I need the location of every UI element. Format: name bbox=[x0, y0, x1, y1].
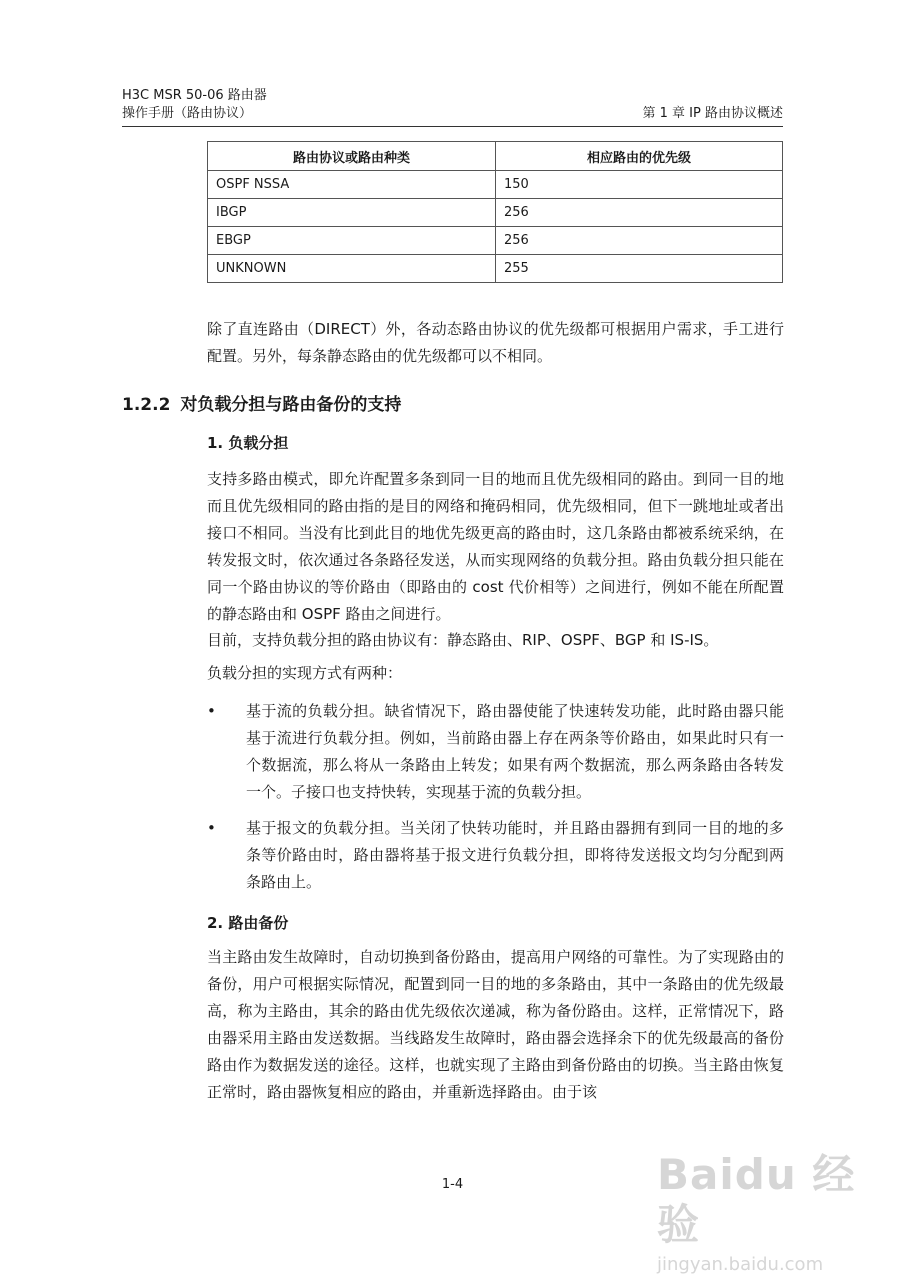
manual-name: 操作手册（路由协议） bbox=[122, 106, 253, 121]
page-number: 1-4 bbox=[441, 1177, 464, 1192]
table-cell: 256 bbox=[496, 227, 783, 255]
list-item-text: 基于流的负载分担。缺省情况下，路由器使能了快速转发功能，此时路由器只能基于流进行负载分担。例如，当前路由器上存在两条等价路由，如果此时只有一个数据流，那么将从一条路由上转发；如果有两个数据流，那么两条路由各转发一个。子接口也支持快转，实现基于流的负载分担。 bbox=[246, 702, 784, 801]
document-header-left bbox=[122, 87, 267, 123]
section-number: 1.2.2 bbox=[122, 395, 171, 415]
bullet-icon: • bbox=[207, 702, 216, 720]
table-cell: 150 bbox=[496, 171, 783, 199]
watermark-logo: Baidu 经验 bbox=[657, 1150, 856, 1249]
bullet-icon: • bbox=[207, 819, 216, 837]
table-cell: 255 bbox=[496, 255, 783, 283]
list-item bbox=[207, 815, 784, 896]
watermark-url: jingyan.baidu.com bbox=[657, 1254, 824, 1275]
header-divider bbox=[122, 126, 783, 127]
table-row bbox=[208, 199, 783, 227]
table-cell: IBGP bbox=[208, 199, 496, 227]
baidu-watermark bbox=[657, 1150, 857, 1275]
protocols-paragraph: 目前，支持负载分担的路由协议有：静态路由、RIP、OSPF、BGP 和 IS-IS。 bbox=[207, 631, 719, 649]
chapter-title: 第 1 章 IP 路由协议概述 bbox=[642, 106, 783, 121]
table-header-cell: 相应路由的优先级 bbox=[496, 142, 783, 171]
priority-table bbox=[207, 141, 783, 283]
table-row bbox=[208, 171, 783, 199]
table-header-row bbox=[208, 142, 783, 171]
backup-heading: 2. 路由备份 bbox=[207, 914, 289, 932]
section-heading bbox=[122, 391, 401, 419]
list-item bbox=[207, 698, 784, 806]
intro-paragraph: 除了直连路由（DIRECT）外，各动态路由协议的优先级都可根据用户需求，手工进行配置。另外，每条静态路由的优先级都可以不相同。 bbox=[207, 320, 784, 365]
load-sharing-heading: 1. 负载分担 bbox=[207, 434, 289, 452]
table-cell: 256 bbox=[496, 199, 783, 227]
table-header-cell: 路由协议或路由种类 bbox=[208, 142, 496, 171]
backup-paragraph: 当主路由发生故障时，自动切换到备份路由，提高用户网络的可靠性。为了实现路由的备份，用户可根据实际情况，配置到同一目的地的多条路由，其中一条路由的优先级最高，称为主路由，其余的路由优先级依次递减，称为备份路由。这样，正常情况下，路由器采用主路由发送数据。当线路发生故障时，路由器会选择余下的优先级最高的备份路由作为数据发送的途径。这样，也就实现了主路由到备份路由的切换。当主路由恢复正常时，路由器恢复相应的路由，并重新选择路由。由于该 bbox=[207, 948, 784, 1101]
table-row bbox=[208, 255, 783, 283]
load-sharing-paragraph: 支持多路由模式，即允许配置多条到同一目的地而且优先级相同的路由。到同一目的地而且优先级相同的路由指的是目的网络和掩码相同，优先级相同，但下一跳地址或者出接口不相同。当没有比到此目的地优先级更高的路由时，这几条路由都被系统采纳，在转发报文时，依次通过各条路径发送，从而实现网络的负载分担。路由负载分担只能在同一个路由协议的等价路由（即路由的 cost 代价相等）之间进行，例如不能在所配置的静态路由和 OSPF 路由之间进行。 bbox=[207, 470, 784, 623]
table-cell: UNKNOWN bbox=[208, 255, 496, 283]
table-row bbox=[208, 227, 783, 255]
section-title: 对负载分担与路由备份的支持 bbox=[180, 395, 402, 415]
table-cell: EBGP bbox=[208, 227, 496, 255]
list-item-text: 基于报文的负载分担。当关闭了快转功能时，并且路由器拥有到同一目的地的多条等价路由时，路由器将基于报文进行负载分担，即将待发送报文均匀分配到两条路由上。 bbox=[246, 819, 784, 891]
product-name: H3C MSR 50-06 路由器 bbox=[122, 88, 267, 103]
table-cell: OSPF NSSA bbox=[208, 171, 496, 199]
methods-intro: 负载分担的实现方式有两种： bbox=[207, 664, 403, 682]
